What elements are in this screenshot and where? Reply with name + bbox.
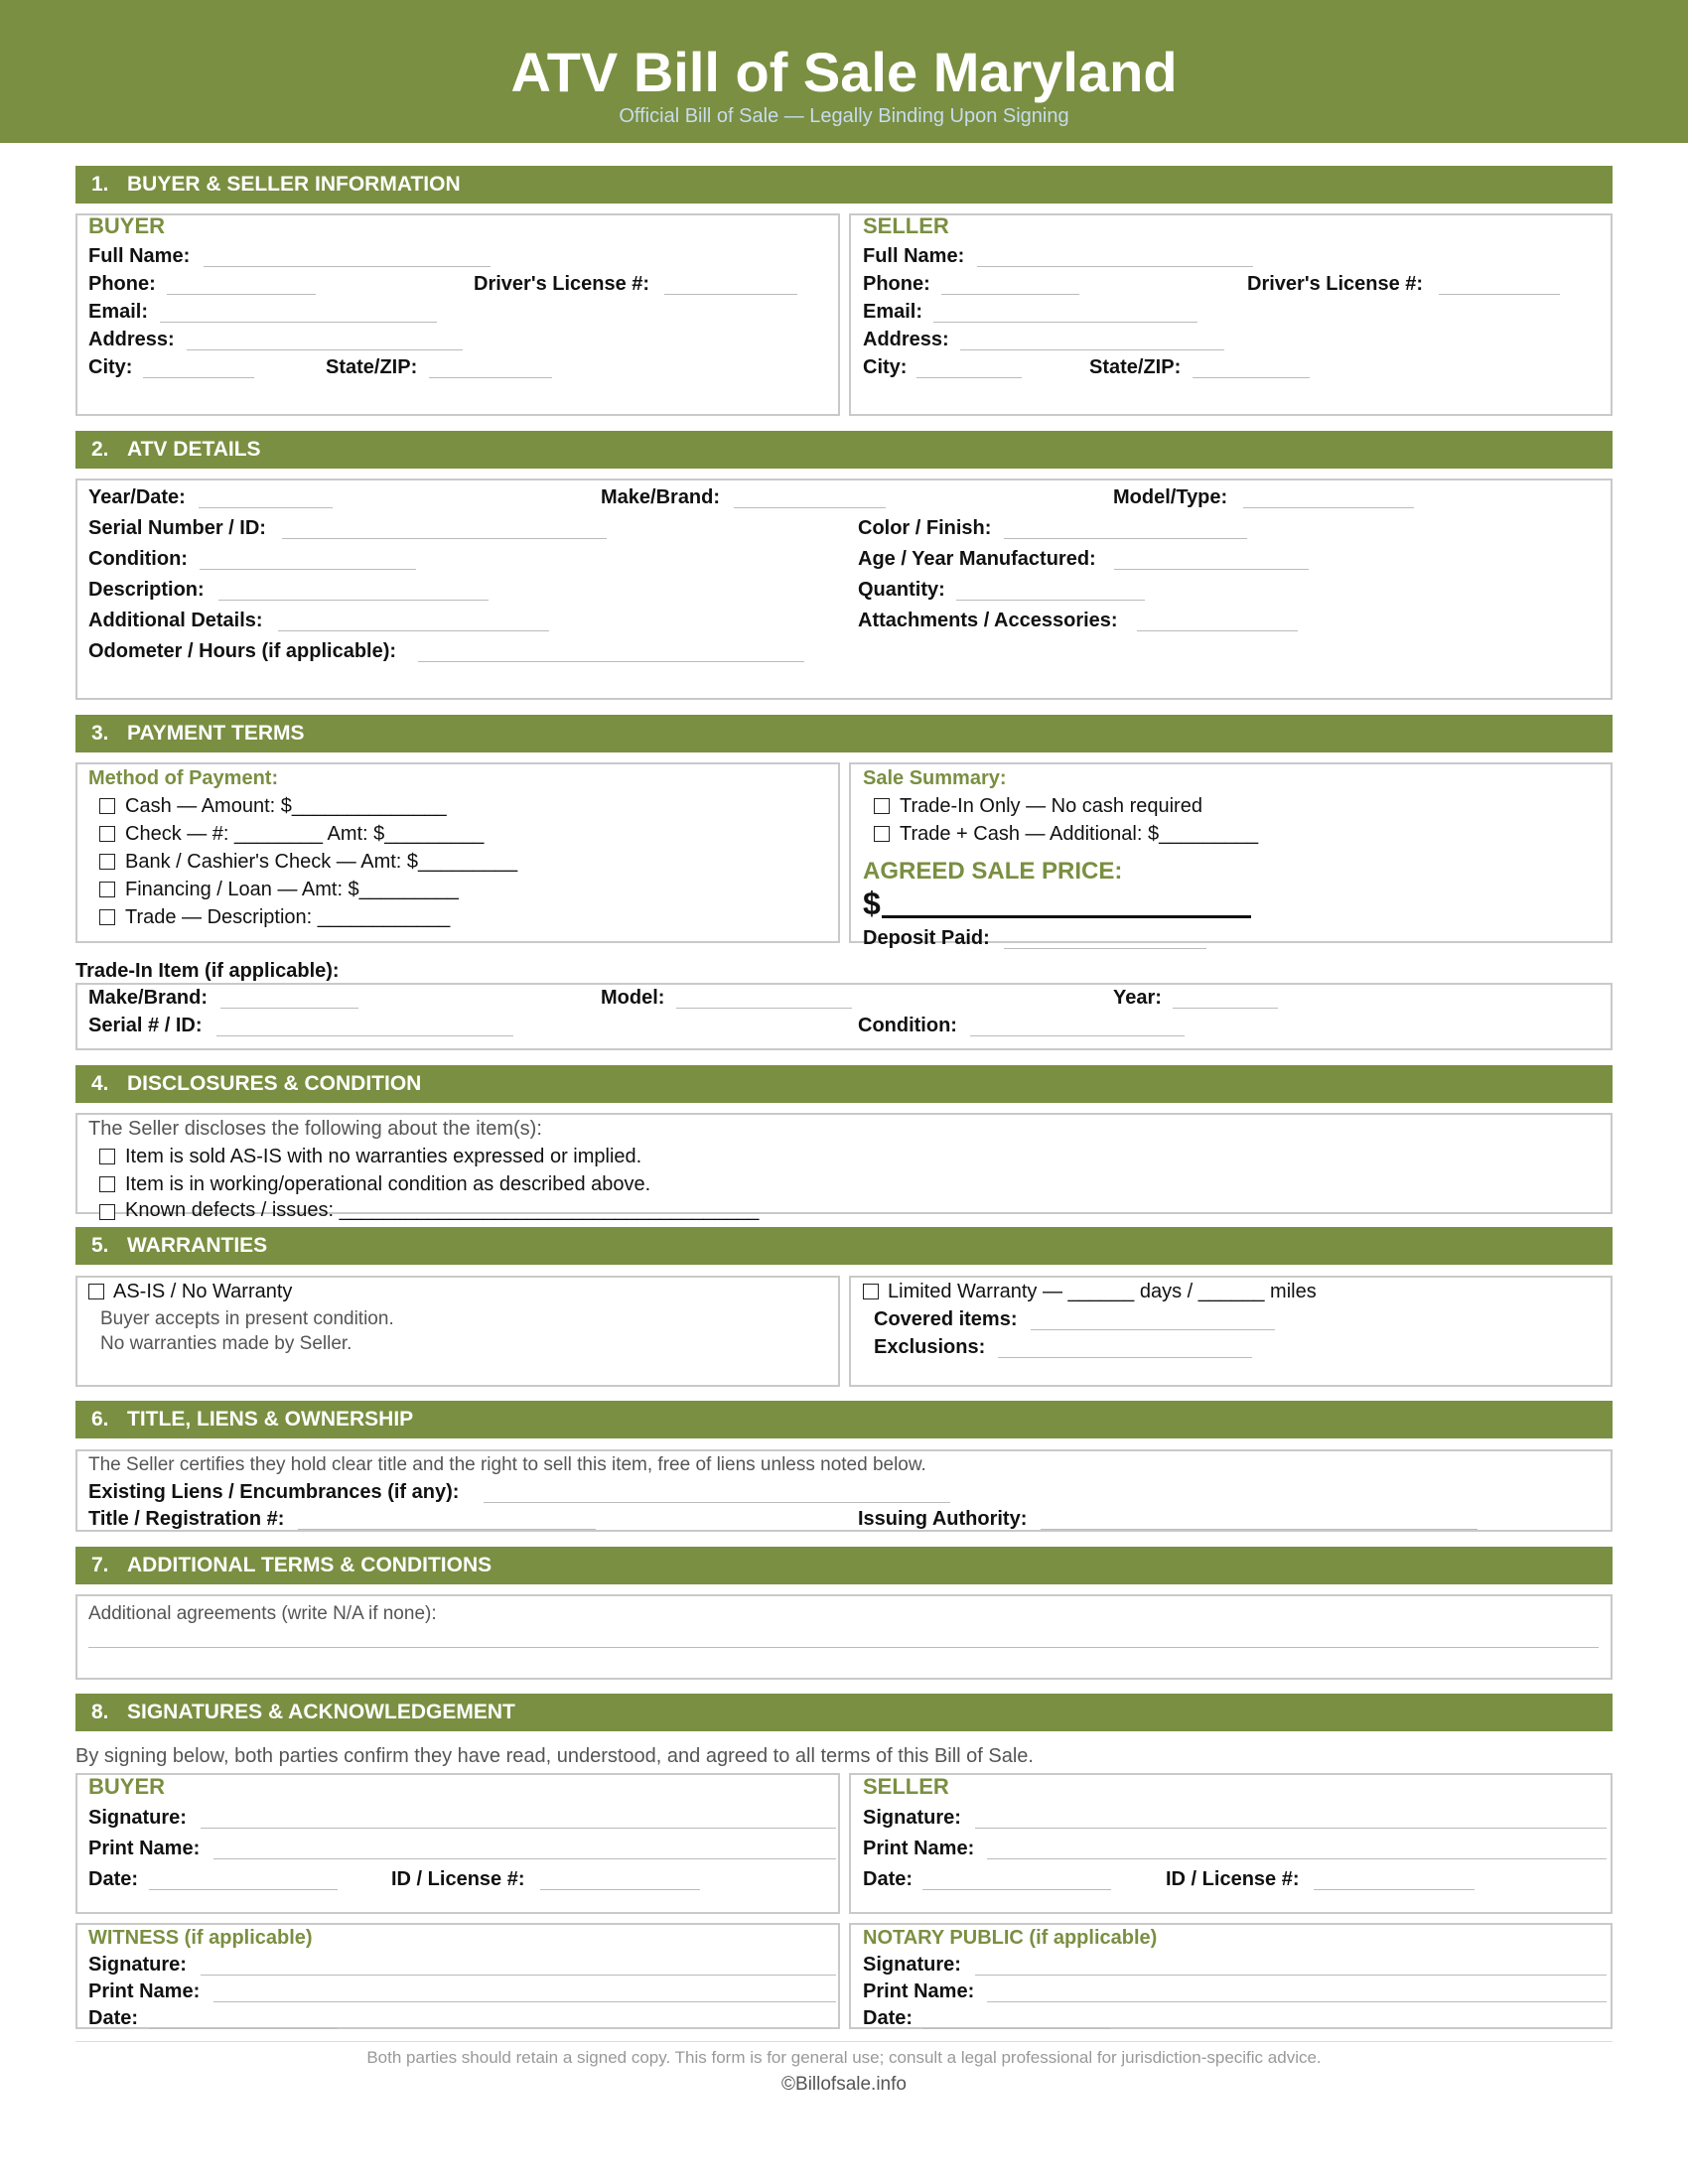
liens-field[interactable] — [484, 1502, 950, 1503]
sale-price-dollar: $ — [863, 886, 881, 921]
notary-print-name-label: Print Name: — [863, 1980, 975, 2002]
trade-in-year-label: Year: — [1113, 987, 1162, 1009]
cash-option: Cash — Amount: $______________ — [125, 795, 447, 817]
as-is-disclosure-checkbox[interactable] — [99, 1149, 115, 1164]
witness-date-field[interactable] — [149, 2028, 338, 2029]
model-field[interactable] — [1243, 507, 1414, 508]
trade-in-make-label: Make/Brand: — [88, 987, 209, 1009]
title-registration-field[interactable] — [298, 1529, 596, 1530]
issuing-authority-label: Issuing Authority: — [858, 1508, 1028, 1530]
buyer-print-name-label: Print Name: — [88, 1838, 201, 1859]
notary-date-field[interactable] — [922, 2028, 1111, 2029]
description-field[interactable] — [218, 600, 489, 601]
exclusions-field[interactable] — [998, 1357, 1252, 1358]
seller-print-name-label: Print Name: — [863, 1838, 975, 1859]
section-7-header: 7. ADDITIONAL TERMS & CONDITIONS — [75, 1547, 1613, 1584]
trade-in-box — [75, 983, 1613, 1050]
seller-id-license-field[interactable] — [1314, 1889, 1475, 1890]
seller-print-name-field[interactable] — [987, 1858, 1607, 1859]
section-4-header: 4. DISCLOSURES & CONDITION — [75, 1065, 1613, 1103]
footer-divider — [75, 2041, 1613, 2042]
seller-phone-label: Phone: — [863, 273, 930, 295]
additional-details-label: Additional Details: — [88, 610, 263, 631]
witness-signature-field[interactable] — [201, 1975, 836, 1976]
buyer-accepts-note: Buyer accepts in present condition. — [100, 1308, 394, 1329]
seller-state-zip-field[interactable] — [1193, 377, 1310, 378]
trade-in-make-field[interactable] — [220, 1008, 358, 1009]
working-condition-disclosure: Item is in working/operational condition as described above. — [125, 1173, 651, 1195]
section-3-header: 3. PAYMENT TERMS — [75, 715, 1613, 752]
seller-heading: SELLER — [863, 213, 949, 238]
year-field[interactable] — [199, 507, 333, 508]
check-checkbox[interactable] — [99, 826, 115, 842]
working-condition-checkbox[interactable] — [99, 1176, 115, 1192]
check-option: Check — #: ________ Amt: $_________ — [125, 823, 485, 845]
seller-signature-field[interactable] — [975, 1828, 1607, 1829]
seller-signature-heading: SELLER — [863, 1774, 949, 1799]
section-5-header: 5. WARRANTIES — [75, 1227, 1613, 1265]
limited-warranty-option: Limited Warranty — ______ days / ______ miles — [888, 1281, 1317, 1302]
model-label: Model/Type: — [1113, 486, 1228, 508]
exclusions-label: Exclusions: — [874, 1336, 986, 1358]
seller-address-label: Address: — [863, 329, 949, 350]
notary-heading: NOTARY PUBLIC (if applicable) — [863, 1927, 1158, 1949]
description-label: Description: — [88, 579, 205, 601]
covered-items-field[interactable] — [1031, 1329, 1275, 1330]
trade-in-only-checkbox[interactable] — [874, 798, 890, 814]
as-is-disclosure: Item is sold AS-IS with no warranties expressed or implied. — [125, 1146, 642, 1167]
notary-signature-field[interactable] — [975, 1975, 1607, 1976]
known-defects-disclosure: Known defects / issues: ______________________________________ — [125, 1199, 760, 1221]
buyer-print-name-field[interactable] — [213, 1858, 836, 1859]
year-label: Year/Date: — [88, 486, 186, 508]
buyer-signature-label: Signature: — [88, 1807, 187, 1829]
quantity-field[interactable] — [956, 600, 1145, 601]
as-is-warranty-checkbox[interactable] — [88, 1284, 104, 1299]
buyer-full-name-field[interactable] — [204, 266, 491, 267]
page-title: ATV Bill of Sale Maryland — [510, 41, 1178, 103]
issuing-authority-field[interactable] — [1041, 1529, 1477, 1530]
seller-city-field[interactable] — [916, 377, 1022, 378]
as-is-warranty-option: AS-IS / No Warranty — [113, 1281, 293, 1302]
notary-date-label: Date: — [863, 2007, 914, 2029]
buyer-full-name-label: Full Name: — [88, 245, 191, 267]
seller-email-label: Email: — [863, 301, 923, 323]
disclosures-intro: The Seller discloses the following about the item(s): — [88, 1118, 542, 1140]
section-6-header: 6. TITLE, LIENS & OWNERSHIP — [75, 1401, 1613, 1438]
trade-in-model-label: Model: — [601, 987, 665, 1009]
buyer-date-field[interactable] — [149, 1889, 338, 1890]
seller-date-label: Date: — [863, 1868, 914, 1890]
title-certification: The Seller certifies they hold clear title and the right to sell this item, free of liens unless noted below. — [88, 1454, 926, 1475]
age-field[interactable] — [1114, 569, 1309, 570]
trade-in-year-field[interactable] — [1173, 1008, 1278, 1009]
liens-label: Existing Liens / Encumbrances (if any): — [88, 1481, 460, 1503]
title-registration-label: Title / Registration #: — [88, 1508, 285, 1530]
financing-checkbox[interactable] — [99, 882, 115, 897]
trade-in-heading: Trade-In Item (if applicable): — [75, 960, 340, 982]
buyer-city-label: City: — [88, 356, 133, 378]
witness-date-label: Date: — [88, 2007, 139, 2029]
buyer-state-zip-label: State/ZIP: — [326, 356, 418, 378]
sale-summary-heading: Sale Summary: — [863, 767, 1007, 789]
seller-state-zip-label: State/ZIP: — [1089, 356, 1182, 378]
seller-city-label: City: — [863, 356, 908, 378]
limited-warranty-checkbox[interactable] — [863, 1284, 879, 1299]
additional-agreements-field[interactable] — [88, 1647, 1599, 1648]
seller-full-name-label: Full Name: — [863, 245, 965, 267]
buyer-address-label: Address: — [88, 329, 175, 350]
buyer-date-label: Date: — [88, 1868, 139, 1890]
attachments-field[interactable] — [1137, 630, 1298, 631]
cash-checkbox[interactable] — [99, 798, 115, 814]
buyer-heading: BUYER — [88, 213, 166, 238]
bank-check-option: Bank / Cashier's Check — Amt: $_________ — [125, 851, 518, 873]
trade-in-model-field[interactable] — [676, 1008, 852, 1009]
attachments-label: Attachments / Accessories: — [858, 610, 1118, 631]
buyer-email-field[interactable] — [160, 322, 437, 323]
seller-signature-label: Signature: — [863, 1807, 961, 1829]
seller-id-license-label: ID / License #: — [1166, 1868, 1300, 1890]
deposit-label: Deposit Paid: — [863, 927, 990, 949]
seller-address-field[interactable] — [960, 349, 1224, 350]
trade-option: Trade — Description: ____________ — [125, 906, 451, 928]
deposit-field[interactable] — [1004, 948, 1206, 949]
color-label: Color / Finish: — [858, 517, 992, 539]
section-8-header: 8. SIGNATURES & ACKNOWLEDGEMENT — [75, 1694, 1613, 1731]
buyer-id-license-field[interactable] — [540, 1889, 700, 1890]
witness-print-name-label: Print Name: — [88, 1980, 201, 2002]
buyer-phone-label: Phone: — [88, 273, 156, 295]
page-subtitle: Official Bill of Sale — Legally Binding Upon Signing — [619, 105, 1069, 127]
odometer-label: Odometer / Hours (if applicable): — [88, 640, 397, 662]
page-header — [0, 0, 1688, 143]
buyer-phone-field[interactable] — [167, 294, 316, 295]
atv-details-box — [75, 478, 1613, 700]
condition-label: Condition: — [88, 548, 188, 570]
section-2-header: 2. ATV DETAILS — [75, 431, 1613, 469]
agreed-sale-price-heading: AGREED SALE PRICE: — [863, 858, 1123, 885]
quantity-label: Quantity: — [858, 579, 945, 601]
additional-details-field[interactable] — [278, 630, 549, 631]
known-defects-checkbox[interactable] — [99, 1204, 115, 1220]
witness-signature-label: Signature: — [88, 1954, 187, 1976]
no-warranties-note: No warranties made by Seller. — [100, 1333, 352, 1354]
seller-phone-field[interactable] — [941, 294, 1079, 295]
additional-agreements-label: Additional agreements (write N/A if none): — [88, 1603, 437, 1624]
trade-in-serial-label: Serial # / ID: — [88, 1015, 203, 1036]
footer-note: Both parties should retain a signed copy. This form is for general use; consult a legal professional for jurisdiction-specific advice. — [366, 2048, 1322, 2067]
serial-label: Serial Number / ID: — [88, 517, 266, 539]
buyer-license-field[interactable] — [664, 294, 797, 295]
buyer-signature-heading: BUYER — [88, 1774, 166, 1799]
seller-license-label: Driver's License #: — [1247, 273, 1424, 295]
trade-checkbox[interactable] — [99, 909, 115, 925]
seller-email-field[interactable] — [933, 322, 1197, 323]
odometer-field[interactable] — [418, 661, 804, 662]
buyer-license-label: Driver's License #: — [474, 273, 650, 295]
witness-print-name-field[interactable] — [213, 2001, 836, 2002]
buyer-signature-field[interactable] — [201, 1828, 836, 1829]
trade-in-condition-label: Condition: — [858, 1015, 957, 1036]
trade-in-serial-field[interactable] — [216, 1035, 513, 1036]
seller-license-field[interactable] — [1439, 294, 1560, 295]
age-label: Age / Year Manufactured: — [858, 548, 1096, 570]
buyer-city-field[interactable] — [143, 377, 254, 378]
buyer-state-zip-field[interactable] — [429, 377, 552, 378]
buyer-id-license-label: ID / License #: — [391, 1868, 525, 1890]
trade-cash-option: Trade + Cash — Additional: $_________ — [900, 823, 1259, 845]
color-field[interactable] — [1004, 538, 1247, 539]
notary-print-name-field[interactable] — [987, 2001, 1607, 2002]
make-label: Make/Brand: — [601, 486, 721, 508]
serial-field[interactable] — [282, 538, 607, 539]
trade-in-condition-field[interactable] — [970, 1035, 1185, 1036]
witness-heading: WITNESS (if applicable) — [88, 1927, 313, 1949]
section-1-header: 1. BUYER & SELLER INFORMATION — [75, 166, 1613, 204]
bank-check-checkbox[interactable] — [99, 854, 115, 870]
footer-copyright: ©Billofsale.info — [781, 2074, 907, 2095]
covered-items-label: Covered items: — [874, 1308, 1018, 1330]
seller-full-name-field[interactable] — [977, 266, 1253, 267]
trade-in-only-option: Trade-In Only — No cash required — [900, 795, 1202, 817]
financing-option: Financing / Loan — Amt: $_________ — [125, 879, 459, 900]
condition-field[interactable] — [200, 569, 416, 570]
signatures-confirm-text: By signing below, both parties confirm they have read, understood, and agreed to all terms of this Bill of Sale. — [75, 1745, 1034, 1767]
notary-signature-label: Signature: — [863, 1954, 961, 1976]
sale-price-field[interactable] — [882, 915, 1251, 918]
buyer-address-field[interactable] — [187, 349, 463, 350]
buyer-info-box — [75, 213, 840, 416]
seller-date-field[interactable] — [922, 1889, 1111, 1890]
trade-cash-checkbox[interactable] — [874, 826, 890, 842]
buyer-email-label: Email: — [88, 301, 149, 323]
make-field[interactable] — [734, 507, 886, 508]
payment-method-heading: Method of Payment: — [88, 767, 279, 789]
